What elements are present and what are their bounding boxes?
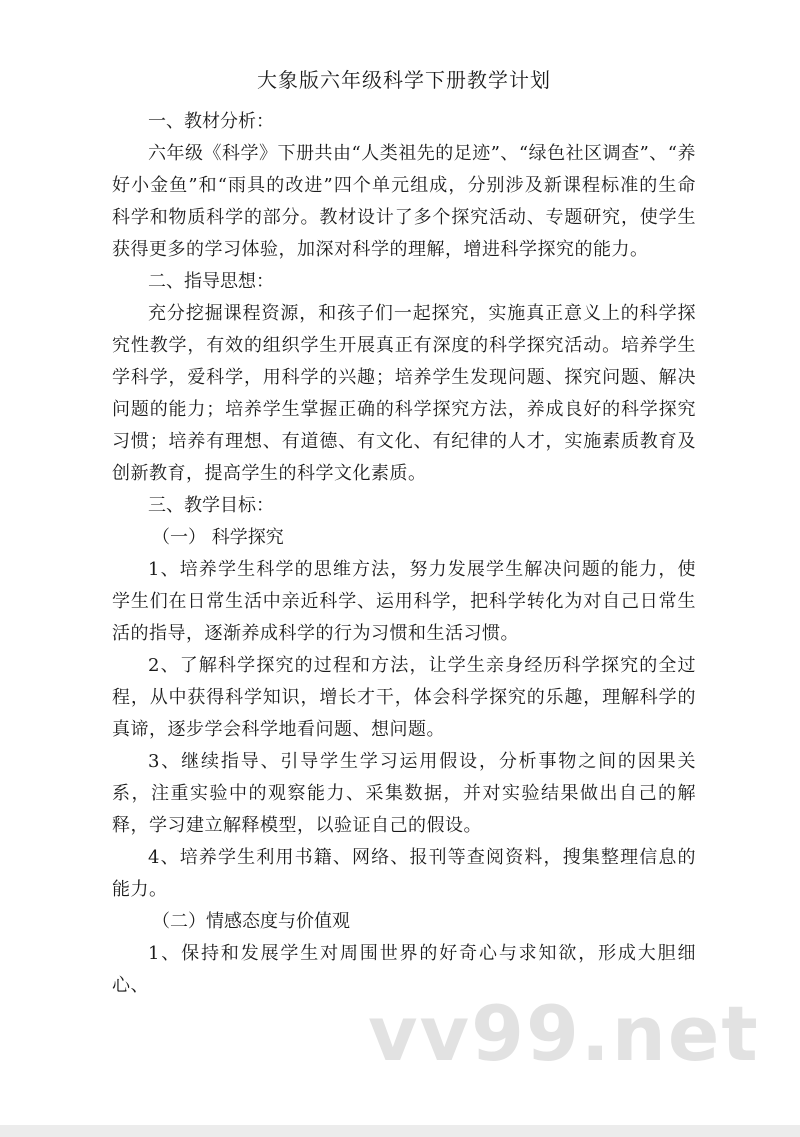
paragraph-textbook-analysis: 六年级《科学》下册共由“人类祖先的足迹”、“绿色社区调查”、“养好小金鱼”和“雨具的改进”四个单元组成，分别涉及新课程标准的生命科学和物质科学的部分。教材设计了多个探究活动、专题研究，使学生获得更多的学习体验，加深对科学的理解，增进科学探究的能力。	[112, 143, 697, 260]
goal-item: 1、培养学生科学的思维方法，努力发展学生解决问题的能力，使学生们在日常生活中亲近科学、运用科学，把科学转化为对自己日常生活的指导，逐渐养成科学的行为习惯和生活习惯。	[112, 559, 696, 644]
paragraph-guiding-ideas: 充分挖掘课程资源，和孩子们一起探究，实施真正意义上的科学探究性教学，有效的组织学生开展真正有深度的科学探究活动。培养学生学科学，爱科学，用科学的兴趣；培养学生发现问题、探究问题、解决问题的能力；培养学生掌握正确的科学探究方法，养成良好的科学探究习惯；培养有理想、有道德、有文化、有纪律的人才，实施素质教育及创新教育，提高学生的科学文化素质。	[112, 303, 696, 484]
section-heading-textbook-analysis: 一、教材分析：	[148, 111, 274, 132]
section-heading-guiding-ideas: 二、指导思想：	[148, 271, 274, 292]
goal-item: 2、了解科学探究的过程和方法，让学生亲身经历科学探究的全过程，从中获得科学知识，增长才干，体会科学探究的乐趣，理解科学的真谛，逐步学会科学地看问题、想问题。	[112, 655, 696, 740]
section-heading-teaching-goals: 三、教学目标：	[148, 495, 274, 516]
document-content	[112, 62, 696, 1002]
watermark-text: vv99.net	[368, 989, 760, 1078]
goal-item: 4、培养学生利用书籍、网络、报刊等查阅资料，搜集整理信息的能力。	[112, 847, 696, 900]
goal-item: 3、继续指导、引导学生学习运用假设，分析事物之间的因果关系，注重实验中的观察能力、采集数据，并对实验结果做出自己的解释，学习建立解释模型，以验证自己的假设。	[112, 751, 696, 836]
sub-heading-scientific-inquiry: （一） 科学探究	[152, 527, 284, 548]
sub-heading-emotion-attitude-values: （二）情感态度与价值观	[152, 911, 350, 932]
goal-item: 1、保持和发展学生对周围世界的好奇心与求知欲，形成大胆细心、	[112, 943, 696, 996]
viewer-bottom-edge	[0, 1125, 800, 1137]
document-title: 大象版六年级科学下册教学计划	[257, 68, 551, 92]
